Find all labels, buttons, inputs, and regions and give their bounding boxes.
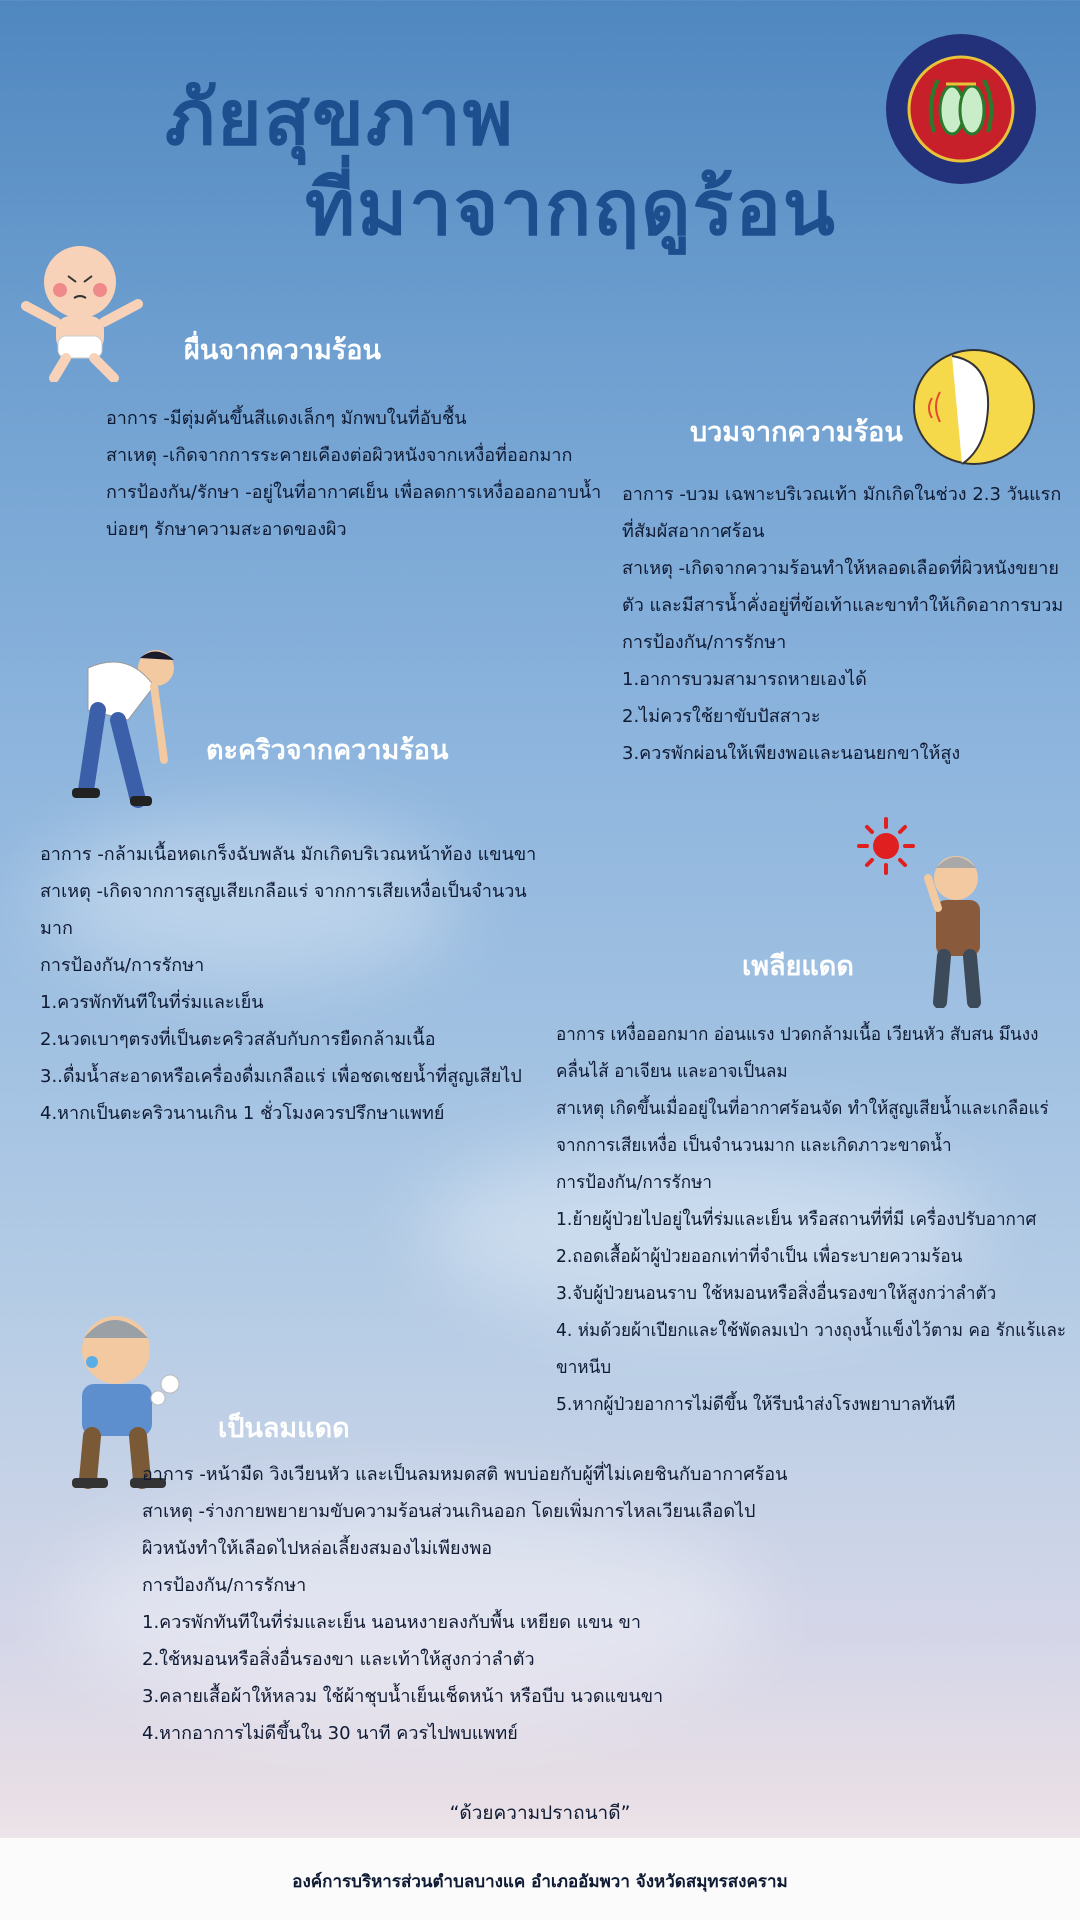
rash-line: การป้องกัน/รักษา -อยู่ในที่อากาศเย็น เพื่อลดการเหงื่อออกอาบน้ำ: [106, 482, 602, 503]
heading-heat-rash: ผื่นจากความร้อน: [184, 335, 381, 366]
rash-line: สาเหตุ -เกิดจากการระคายเคืองต่อผิวหนังจากเหงื่อที่ออกมาก: [106, 445, 573, 466]
heatstroke-line: 4.หากอาการไม่ดีขึ้นใน 30 นาที ควรไปพบแพทย์: [142, 1723, 518, 1744]
heatstroke-line: 3.คลายเสื้อผ้าให้หลวม ใช้ผ้าชุบน้ำเย็นเช็ดหน้า หรือบีบ นวดแขนขา: [142, 1686, 664, 1707]
cramp-line: อาการ -กล้ามเนื้อหดเกร็งฉับพลัน มักเกิดบริเวณหน้าท้อง แขนขา: [40, 844, 537, 865]
baby-rash-illustration: [18, 232, 148, 382]
edema-line: สาเหตุ -เกิดจากความร้อนทำให้หลอดเลือดที่ผิวหนังขยาย: [622, 558, 1059, 579]
heatstroke-line: อาการ -หน้ามืด วิงเวียนหัว และเป็นลมหมดสติ พบบ่อยกับผู้ที่ไม่เคยชินกับอากาศร้อน: [142, 1464, 788, 1485]
section-heat-rash: [106, 400, 601, 548]
section-heat-cramp: [40, 836, 536, 1132]
organization-seal: [886, 34, 1036, 184]
page-title-line1: ภัยสุขภาพ: [165, 73, 515, 162]
heading-heat-exhaustion: เพลียแดด: [742, 951, 854, 982]
exhaustion-line: 5.หากผู้ป่วยอาการไม่ดีขึ้น ให้รีบนำส่งโรงพยาบาลทันที: [556, 1394, 956, 1415]
exhaustion-line: 3.จับผู้ป่วยนอนราบ ใช้หมอนหรือสิ่งอื่นรองขาให้สูงกว่าลำตัว: [556, 1283, 997, 1304]
seal-ring-graphic: [886, 34, 1036, 184]
heading-heatstroke: เป็นลมแดด: [218, 1413, 350, 1444]
exhaustion-line: 4. ห่มด้วยผ้าเปียกและใช้พัดลมเป่า วางถุงน้ำแข็งไว้ตาม คอ รักแร้และ: [556, 1320, 1067, 1341]
swollen-knee-illustration: [912, 348, 1036, 466]
cramp-line: 4.หากเป็นตะคริวนานเกิน 1 ชั่วโมงควรปรึกษาแพทย์: [40, 1103, 445, 1124]
heading-heat-edema: บวมจากความร้อน: [690, 417, 903, 448]
heatstroke-line: 1.ควรพักทันทีในที่ร่มและเย็น นอนหงายลงกับพื้น เหยียด แขน ขา: [142, 1612, 641, 1633]
heatstroke-line: 2.ใช้หมอนหรือสิ่งอื่นรองขา และเท้าให้สูงกว่าลำตัว: [142, 1649, 535, 1670]
cramp-line: 2.นวดเบาๆตรงที่เป็นตะคริวสลับกับการยืดกล้ามเนื้อ: [40, 1029, 436, 1050]
sun-icon: [856, 816, 916, 876]
section-heatstroke: [142, 1456, 787, 1752]
rash-line: อาการ -มีตุ่มคันขึ้นสีแดงเล็กๆ มักพบในที่อับชื้น: [106, 408, 467, 429]
exhaustion-line: 1.ย้ายผู้ป่วยไปอยู่ในที่ร่มและเย็น หรือสถานที่ที่มี เครื่องปรับอากาศ: [556, 1209, 1037, 1230]
cramp-line: สาเหตุ -เกิดจากการสูญเสียเกลือแร่ จากการเสียเหงื่อเป็นจำนวน: [40, 881, 527, 902]
cramp-line: มาก: [40, 918, 73, 939]
cramp-line: 1.ควรพักทันทีในที่ร่มและเย็น: [40, 992, 264, 1013]
heatstroke-line: ผิวหนังทำให้เลือดไปหล่อเลี้ยงสมองไม่เพียงพอ: [142, 1538, 493, 1559]
heading-heat-cramp: ตะคริวจากความร้อน: [206, 735, 449, 766]
exhaustion-line: 2.ถอดเสื้อผ้าผู้ป่วยออกเท่าที่จำเป็น เพื่อระบายความร้อน: [556, 1246, 963, 1267]
cramping-man-illustration: [68, 640, 188, 810]
exhaustion-line: สาเหตุ เกิดขึ้นเมื่ออยู่ในที่อากาศร้อนจัด ทำให้สูญเสียน้ำและเกลือแร่: [556, 1098, 1049, 1119]
rash-line: บ่อยๆ รักษาความสะอาดของผิว: [106, 519, 347, 540]
exhaustion-line: คลื่นไส้ อาเจียน และอาจเป็นลม: [556, 1061, 788, 1082]
section-heat-exhaustion: [556, 1016, 1080, 1423]
exhaustion-line: การป้องกัน/การรักษา: [556, 1172, 712, 1193]
edema-line: 2.ไม่ควรใช้ยาขับปัสสาวะ: [622, 706, 821, 727]
footer-organization: องค์การบริหารส่วนตำบลบางแค อำเภออัมพวา จังหวัดสมุทรสงคราม: [292, 1872, 788, 1892]
edema-line: ตัว และมีสารน้ำคั่งอยู่ที่ข้อเท้าและขาทำให้เกิดอาการบวม: [622, 595, 1064, 616]
closing-quote: “ด้วยความปราถนาดี”: [449, 1802, 631, 1824]
edema-line: 3.ควรพักผ่อนให้เพียงพอและนอนยกขาให้สูง: [622, 743, 961, 764]
edema-line: อาการ -บวม เฉพาะบริเวณเท้า มักเกิดในช่วง 2.3 วันแรก: [622, 484, 1062, 505]
edema-line: ที่สัมผัสอากาศร้อน: [622, 521, 765, 542]
heatstroke-line: สาเหตุ -ร่างกายพยายามขับความร้อนส่วนเกินออก โดยเพิ่มการไหลเวียนเลือดไป: [142, 1501, 756, 1522]
page-title-line2: ที่มาจากฤดูร้อน: [305, 163, 837, 252]
edema-line: 1.อาการบวมสามารถหายเองได้: [622, 669, 867, 690]
edema-line: การป้องกัน/การรักษา: [622, 632, 787, 653]
elderly-man-dizzy-illustration: [914, 848, 1004, 1008]
exhaustion-line: อาการ เหงื่อออกมาก อ่อนแรง ปวดกล้ามเนื้อ เวียนหัว สับสน มึนงง: [556, 1024, 1039, 1045]
cramp-line: การป้องกัน/การรักษา: [40, 955, 205, 976]
exhaustion-line: ขาหนีบ: [556, 1357, 612, 1378]
exhaustion-line: จากการเสียเหงื่อ เป็นจำนวนมาก และเกิดภาวะขาดน้ำ: [556, 1135, 952, 1156]
section-heat-edema: [622, 476, 1063, 772]
heatstroke-line: การป้องกัน/การรักษา: [142, 1575, 307, 1596]
cramp-line: 3..ดื่มน้ำสะอาดหรือเครื่องดื่มเกลือแร่ เพื่อชดเชยน้ำที่สูญเสียไป: [40, 1066, 522, 1087]
